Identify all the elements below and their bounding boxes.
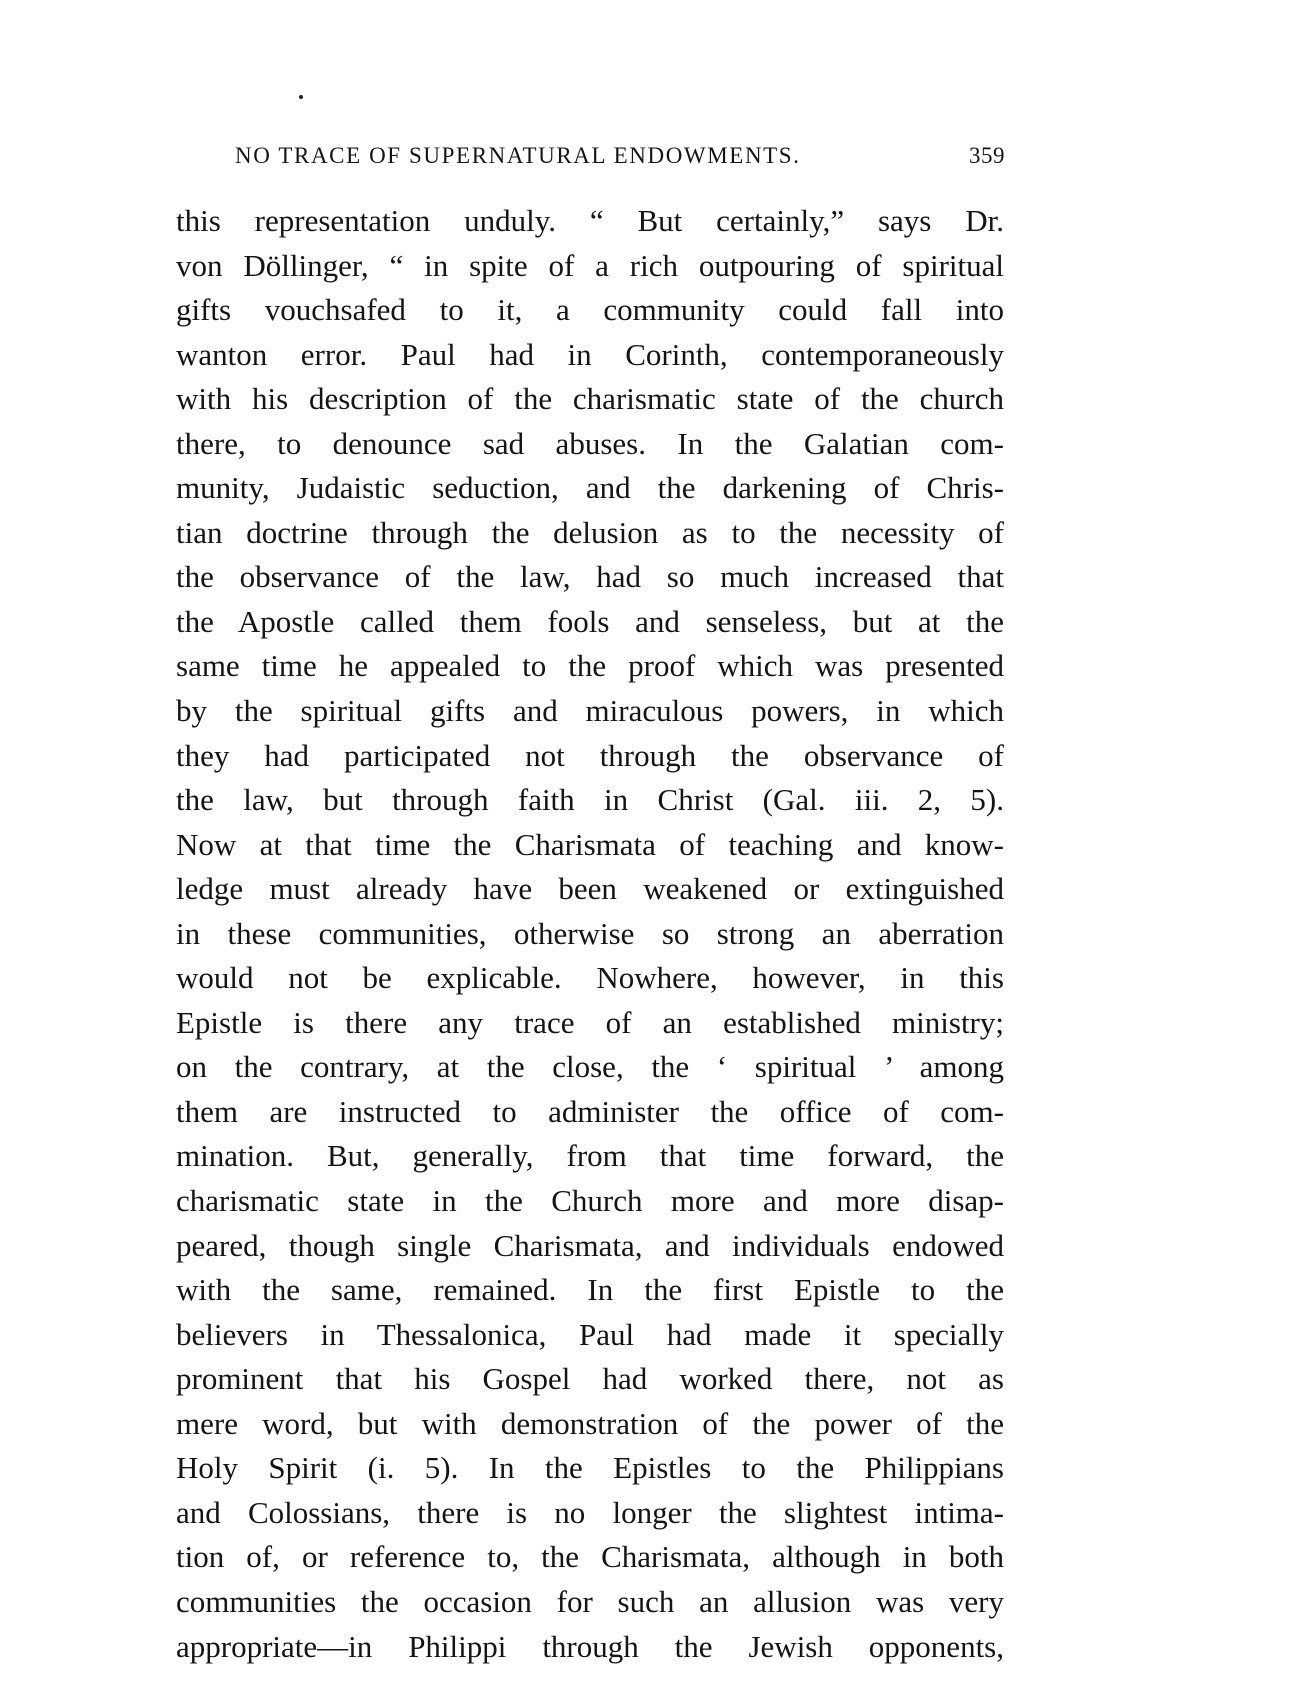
text-line: with the same, remained. In the first Epistle to the xyxy=(176,1272,1004,1308)
text-line: and Colossians, there is no longer the slightest intima- xyxy=(176,1494,1004,1530)
text-line: von Döllinger, “ in spite of a rich outpouring of spiritual xyxy=(176,247,1004,283)
text-line: with his description of the charismatic state of the church xyxy=(176,381,1004,417)
text-line: them are instructed to administer the office of com- xyxy=(176,1093,1004,1129)
text-line: gifts vouchsafed to it, a community could fall into xyxy=(176,292,1004,328)
text-line: the observance of the law, had so much increased that xyxy=(176,559,1004,595)
text-line: communities the occasion for such an allusion was very xyxy=(176,1583,1004,1619)
text-line: mere word, but with demonstration of the power of the xyxy=(176,1405,1004,1441)
body-text xyxy=(176,199,1004,1669)
text-line: this representation unduly. “ But certainly,” says Dr. xyxy=(176,203,1004,238)
running-head xyxy=(235,139,1005,173)
text-line: wanton error. Paul had in Corinth, contemporaneously xyxy=(176,336,1004,372)
text-line: same time he appealed to the proof which was presented xyxy=(176,648,1004,684)
text-line: appropriate—in Philippi through the Jewish opponents, xyxy=(176,1628,1004,1664)
text-line: ledge must already have been weakened or extinguished xyxy=(176,871,1004,907)
text-line: prominent that his Gospel had worked there, not as xyxy=(176,1361,1004,1397)
text-line: they had participated not through the observance of xyxy=(176,737,1004,773)
text-line: there, to denounce sad abuses. In the Galatian com- xyxy=(176,425,1004,461)
text-line: by the spiritual gifts and miraculous powers, in which xyxy=(176,693,1004,729)
running-title: NO TRACE OF SUPERNATURAL ENDOWMENTS. xyxy=(235,143,801,168)
text-line: the law, but through faith in Christ (Gal. iii. 2, 5). xyxy=(176,782,1004,818)
text-line: would not be explicable. Nowhere, however, in this xyxy=(176,960,1004,996)
print-speck xyxy=(299,95,303,99)
text-line: the Apostle called them fools and senseless, but at the xyxy=(176,603,1004,639)
text-line: Now at that time the Charismata of teaching and know- xyxy=(176,826,1004,862)
text-line: Holy Spirit (i. 5). In the Epistles to the Philippians xyxy=(176,1450,1004,1486)
text-line: tion of, or reference to, the Charismata, although in both xyxy=(176,1539,1004,1575)
text-line: tian doctrine through the delusion as to the necessity of xyxy=(176,514,1004,550)
text-line: peared, though single Charismata, and individuals endowed xyxy=(176,1227,1004,1263)
text-line: in these communities, otherwise so strong an aberration xyxy=(176,915,1004,951)
text-line: mination. But, generally, from that time forward, the xyxy=(176,1138,1004,1174)
text-line: munity, Judaistic seduction, and the darkening of Chris- xyxy=(176,470,1004,506)
text-line: Epistle is there any trace of an established ministry; xyxy=(176,1004,1004,1040)
text-line: charismatic state in the Church more and more disap- xyxy=(176,1183,1004,1219)
text-line: believers in Thessalonica, Paul had made it specially xyxy=(176,1316,1004,1352)
text-line: on the contrary, at the close, the ‘ spiritual ’ among xyxy=(176,1049,1004,1085)
page-number: 359 xyxy=(969,143,1005,168)
